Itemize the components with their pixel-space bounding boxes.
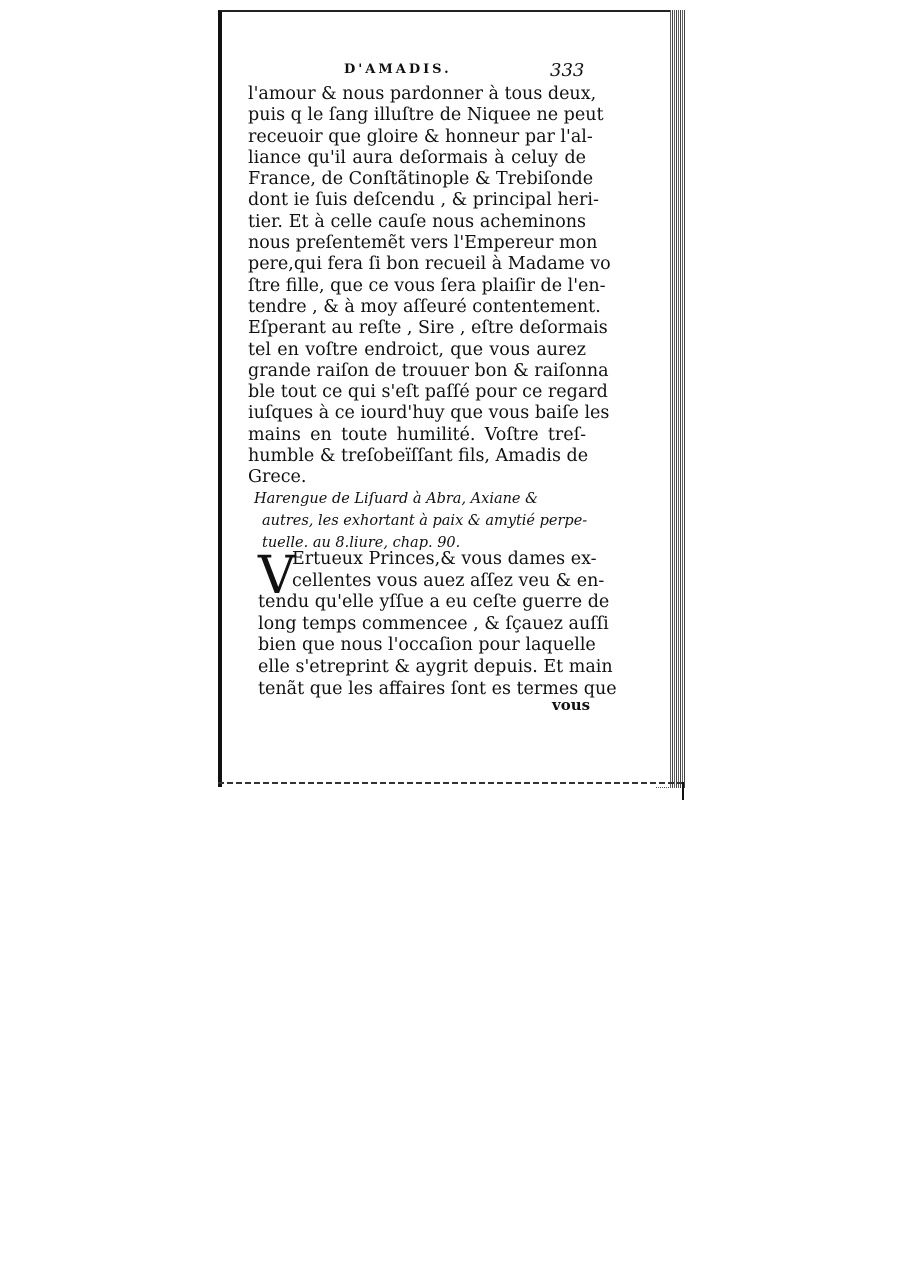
speech-text: [258, 546, 617, 700]
text-line: ble tout ce qui s'eſt paſſé pour ce regard: [248, 382, 608, 403]
text-line: cellentes vous auez aſſez veu & en-: [292, 570, 605, 591]
page-sheet: [218, 10, 670, 787]
running-head: D'AMADIS.: [344, 62, 452, 77]
text-line: receuoir que gloire & honneur par l'al-: [248, 126, 593, 147]
text-line: grande raiſon de trouuer bon & raiſonna: [248, 360, 609, 381]
text-line: tendu qu'elle yſſue a eu ceſte guerre de: [258, 592, 610, 613]
text-line: puis q le ſang illuſtre de Niquee ne peut: [248, 105, 604, 126]
text-line: France, de Conſtãtinople & Trebiſonde: [248, 169, 594, 190]
scanned-book-page: [218, 10, 686, 800]
text-line: bien que nous l'occaſion pour laquelle: [258, 635, 596, 656]
text-line: nous preſentemẽt vers l'Empereur mon: [248, 233, 598, 254]
text-line: dont ie ſuis deſcendu , & principal heri-: [248, 190, 599, 211]
page-number: 333: [550, 60, 585, 81]
text-line: Ertueux Princes,& vous dames ex-: [292, 549, 597, 569]
text-line: humble & treſobeïſſant fils, Amadis de: [248, 446, 589, 467]
text-line: iuſques à ce iourd'huy que vous baiſe les: [248, 403, 610, 424]
text-line: long temps commencee , & ſçauez auſſi: [258, 613, 609, 634]
text-line: tier. Et à celle cauſe nous acheminons: [248, 211, 586, 232]
text-line: pere,qui fera ſi bon recueil à Madame vo: [248, 254, 611, 275]
text-line: tel en voſtre endroict, que vous aurez: [248, 339, 586, 360]
binding-mark: [682, 782, 684, 800]
catchword: vous: [552, 696, 591, 714]
text-line: elle s'etreprint & aygrit depuis. Et main: [258, 656, 613, 677]
text-line: Eſperant au reſte , Sire , eſtre deſormais: [248, 318, 608, 339]
heading-line: tuelle. au 8.liure, chap. 90.: [262, 535, 461, 551]
heading-line: autres, les exhortant à paix & amytié perpe-: [262, 513, 588, 529]
text-line: tendre , & à moy aſſeuré contentement.: [248, 296, 601, 317]
section-heading: [254, 488, 594, 554]
text-line: ſtre fille, que ce vous ſera plaiſir de l'en-: [248, 275, 606, 296]
text-line: tenãt que les affaires ſont es termes que: [258, 678, 617, 699]
text-line: liance qu'il aura deſormais à celuy de: [248, 147, 586, 168]
letter-text: [248, 84, 611, 489]
text-line: Grece.: [248, 467, 307, 488]
page-bottom-edge: [218, 782, 686, 784]
text-line: mains en toute humilité. Voſtre treſ-: [248, 424, 586, 445]
heading-line: Harengue de Liſuard à Abra, Axiane &: [254, 491, 539, 507]
drop-cap: V: [258, 546, 296, 606]
text-line: l'amour & nous pardonner à tous deux,: [248, 84, 597, 104]
